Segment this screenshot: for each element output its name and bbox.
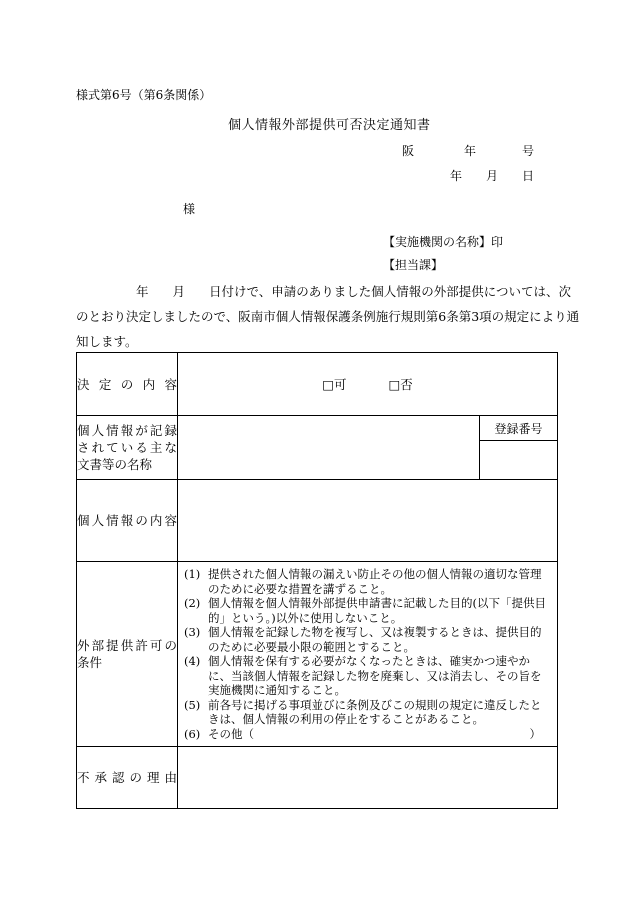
content-label-cell: [77, 480, 178, 562]
conditions-label-2: 条件: [77, 655, 103, 670]
condition-other-close: ）: [529, 726, 541, 741]
decision-choices: [178, 353, 558, 416]
body-line-3: 知します。: [76, 334, 138, 349]
decision-table: [76, 352, 558, 809]
date-day: 日: [522, 169, 535, 183]
rejection-row: [77, 747, 558, 809]
condition-number: (6): [184, 726, 201, 741]
document-name-label-2: されている主な: [77, 440, 177, 455]
condition-text: 個人情報を個人情報外部提供申請書に記載した目的(以下「提供目的」という。)以外に使用しないこと。: [208, 596, 546, 625]
condition-item: [184, 596, 551, 625]
condition-number: (2): [184, 596, 201, 610]
condition-text: 個人情報を記録した物を複写し、又は複製するときは、提供目的のために必要最小限の範囲とすること。: [208, 625, 542, 654]
body-text-2: のとおり決定しましたので、阪南市個人情報保護条例施行規則第6条第3項の規定により通: [76, 309, 580, 324]
condition-item: [184, 654, 551, 698]
document-name-label-1: 個人情報が記録: [77, 423, 177, 438]
content-value[interactable]: [178, 480, 558, 562]
agency-name: 【実施機関の名称】印: [383, 235, 504, 249]
conditions-label-1: 外部提供許可の: [77, 638, 177, 653]
document-name-label-cell: [77, 416, 178, 480]
reference-number: 号: [522, 144, 535, 158]
choice-deny[interactable]: □否: [388, 377, 413, 392]
body-year: 年: [136, 284, 149, 299]
condition-item: [184, 625, 551, 654]
body-line-2: [76, 307, 580, 325]
registration-number-label: 登録番号: [480, 416, 558, 441]
date-year: 年: [450, 169, 463, 183]
condition-item: [184, 567, 551, 596]
content-label: 個人情報の内容: [77, 513, 177, 528]
form-number: 様式第6号（第6条関係）: [76, 88, 212, 102]
registration-number-value[interactable]: [480, 441, 558, 480]
rejection-label: 不承認の理由: [77, 770, 177, 785]
document-name-row: [77, 416, 558, 441]
reference-prefix: 阪: [402, 144, 415, 158]
decision-row: [77, 353, 558, 416]
condition-number: (5): [184, 697, 201, 712]
document-name-value[interactable]: [178, 416, 480, 480]
document-name-label-3: 文書等の名称: [77, 457, 153, 472]
condition-text: 個人情報を保有する必要がなくなったときは、確実かつ速やかに、当該個人情報を記録した物を廃棄し、又は消去し、その旨を実施機関に通知すること。: [208, 654, 542, 697]
date-month: 月: [486, 169, 499, 183]
conditions-list: [178, 562, 557, 746]
decision-label-cell: [77, 353, 178, 416]
rejection-value[interactable]: [178, 747, 558, 809]
conditions-label-cell: [77, 562, 178, 747]
condition-item-other: [184, 727, 551, 742]
rejection-label-cell: [77, 747, 178, 809]
body-line-1: [76, 282, 572, 300]
conditions-row: [77, 562, 558, 747]
content-row: [77, 480, 558, 562]
condition-number: (3): [184, 625, 201, 639]
reference-year: 年: [464, 144, 477, 158]
department-name: 【担当課】: [383, 258, 444, 272]
condition-other[interactable]: [208, 727, 551, 742]
document-title: 個人情報外部提供可否決定通知書: [228, 118, 431, 133]
choice-approve[interactable]: □可: [322, 377, 347, 392]
condition-text: 前各号に掲げる事項並びに条例及びこの規則の規定に違反したときは、個人情報の利用の停止をすることがあること。: [208, 697, 542, 726]
condition-other-open: その他（: [208, 726, 254, 741]
conditions-list-cell: [178, 562, 558, 747]
condition-item: [184, 698, 551, 727]
condition-text: 提供された個人情報の漏えい防止その他の個人情報の適切な管理のために必要な措置を講ずること。: [208, 567, 542, 596]
body-text-1: 日付けで、申請のありました個人情報の外部提供については、次: [209, 284, 572, 299]
addressee-suffix: 様: [183, 202, 196, 216]
condition-number: (4): [184, 654, 201, 668]
body-month: 月: [172, 284, 186, 299]
condition-number: (1): [184, 567, 201, 581]
decision-label: 決定の内容: [77, 376, 177, 392]
